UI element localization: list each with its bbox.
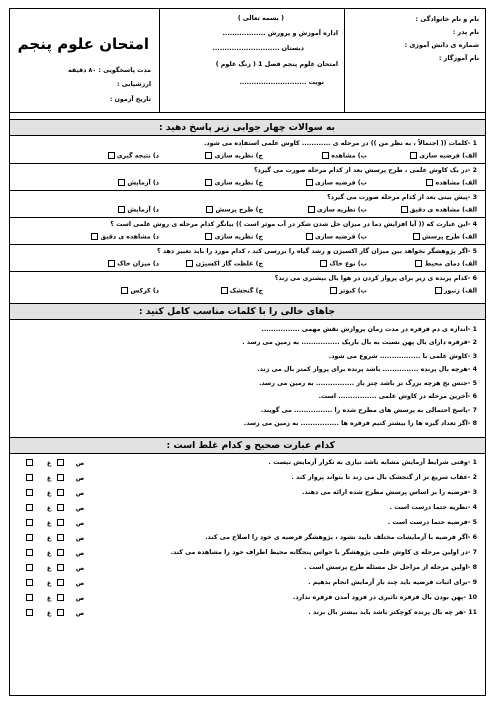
- blank-item: 5 -جنس نخ هرچه بزرگ تر باشد چتر باز ................ به زمین می رسد.: [259, 380, 477, 387]
- tf-statement: 3 -فرضیه را بر اساس پرسش مطرح شده ارائه می دهند.: [302, 489, 477, 496]
- checkbox[interactable]: [57, 594, 64, 601]
- checkbox[interactable]: [57, 579, 64, 586]
- checkbox[interactable]: [26, 594, 33, 601]
- checkbox[interactable]: [186, 260, 193, 267]
- section-true-false-header: [10, 437, 485, 454]
- tf-statement: 11 -هر چه بال پرنده کوچکتر باشد باید بیشتر بال بزند .: [308, 609, 477, 616]
- option[interactable]: الف) مشاهده: [423, 179, 477, 187]
- question: 5 -اگر پژوهشگر بخواهد بین میزان گاز اکسیژن و رشد گیاه را بررسی کند ، کدام مورد را باید تغییر دهد ؟: [157, 248, 477, 255]
- student-info: [345, 9, 485, 112]
- exam-header: [10, 9, 485, 113]
- blank-item: 1 -اندازه ی دم فرفره در مدت زمان پروازش نقش مهمی ................: [261, 326, 477, 333]
- checkbox[interactable]: [206, 206, 213, 213]
- checkbox[interactable]: [121, 287, 128, 294]
- option[interactable]: ج) نظریه سازی: [202, 152, 263, 160]
- tf-statement: 4 -نظریه حتما درست است .: [389, 504, 477, 511]
- school-label: دبستان ............................: [212, 45, 304, 52]
- option[interactable]: ج) نظریه سازی: [202, 233, 263, 241]
- option[interactable]: د) مشاهده ی دقیق: [88, 233, 159, 241]
- checkbox[interactable]: [308, 206, 315, 213]
- checkbox[interactable]: [57, 609, 64, 616]
- checkbox[interactable]: [57, 474, 64, 481]
- tf-statement: 7 -در اولین مرحله ی کاوش علمی پژوهشگر با حواس پنجگانه محیط اطراف خود را مشاهده می کند.: [170, 549, 477, 556]
- tf-statement: 6 -اگر فرضیه با آزمایشات مختلف تایید نشود ، پژوهشگر فرضیه ی خود را اصلاح می کند.: [205, 534, 477, 541]
- duration-label: مدت پاسخگویی : ۸۰ دقیقه: [68, 67, 151, 74]
- option[interactable]: ج) طرح پرسش: [203, 206, 263, 214]
- father-label: نام پدر :: [452, 28, 479, 36]
- date-label: تاریخ آزمون :: [109, 96, 151, 103]
- checkbox[interactable]: [57, 534, 64, 541]
- checkbox[interactable]: [57, 564, 64, 571]
- checkbox[interactable]: [221, 287, 228, 294]
- checkbox[interactable]: [320, 260, 327, 267]
- checkbox[interactable]: [57, 504, 64, 511]
- checkbox[interactable]: [410, 152, 417, 159]
- option[interactable]: الف) مشاهده ی دقیق: [398, 206, 477, 214]
- tf-statement: 8 -اولین مرحله از مراحل حل مسئله طرح پرسش است .: [304, 564, 477, 571]
- tf-statement: 5 -فرضیه حتما درست است .: [387, 519, 477, 526]
- option[interactable]: الف) دمای محیط: [412, 260, 477, 268]
- option[interactable]: ب) فرضیه سازی: [303, 233, 367, 241]
- blank-item: 6 -آخرین مرحله در کاوش علمی ................ است.: [318, 393, 477, 400]
- checkbox[interactable]: [205, 152, 212, 159]
- option[interactable]: الف) طرح پرسش: [410, 233, 477, 241]
- checkbox[interactable]: [108, 152, 115, 159]
- exam-sheet: [9, 8, 486, 696]
- tf-choices: غ ص: [24, 534, 86, 542]
- tf-statement: 10 -پهن بودن بال فرفره تاثیری در فرود آمدن فرفره ندارد.: [292, 594, 477, 601]
- teacher-label: نام آموزگار :: [438, 54, 479, 62]
- blank-item: 2 -فرفره دارای بال پهن نسبت به بال باریک ................ به زمین می رسد .: [242, 339, 477, 346]
- checkbox[interactable]: [57, 549, 64, 556]
- checkbox[interactable]: [26, 579, 33, 586]
- checkbox[interactable]: [26, 609, 33, 616]
- checkbox[interactable]: [91, 233, 98, 240]
- checkbox[interactable]: [26, 489, 33, 496]
- checkbox[interactable]: [26, 549, 33, 556]
- tf-choices: غ ص: [24, 564, 86, 572]
- tf-choices: غ ص: [24, 489, 86, 497]
- exam-meta: [8, 9, 159, 112]
- divider: [10, 217, 485, 218]
- option[interactable]: الف) زنبور: [432, 287, 477, 295]
- checkbox[interactable]: [306, 233, 313, 240]
- option[interactable]: د) میزان خاک: [105, 260, 159, 268]
- name-label: نام و نام خانوادگی :: [415, 15, 479, 23]
- question: 2 -در یک کاوش علمی ، طرح پرسش بعد از کدام مرحله صورت می گیرد؟: [253, 167, 477, 174]
- exam-info: [159, 9, 345, 112]
- section-title: به سوالات چهار جوابی زیر پاسخ دهید :: [159, 122, 335, 133]
- exam-title: امتحان علوم پنجم: [17, 35, 149, 53]
- divider: [10, 163, 485, 164]
- checkbox[interactable]: [401, 206, 408, 213]
- tf-choices: غ ص: [24, 609, 86, 617]
- tf-statement: 1 -وقتی شرایط آزمایش مشابه باشد نیازی به تکرار آزمایش نیست .: [268, 459, 477, 466]
- option[interactable]: ب) کبوتر: [327, 287, 367, 295]
- bismillah: ( بسمه تعالی ): [237, 15, 284, 22]
- option[interactable]: د) آزمایش: [115, 179, 159, 187]
- tf-statement: 9 -برای اثبات فرضیه باید چند بار آزمایش انجام بدهیم .: [308, 579, 477, 586]
- checkbox[interactable]: [26, 564, 33, 571]
- checkbox[interactable]: [306, 179, 313, 186]
- section-title: کدام عبارت صحیح و کدام غلط است :: [166, 440, 335, 451]
- checkbox[interactable]: [205, 179, 212, 186]
- checkbox[interactable]: [57, 519, 64, 526]
- checkbox[interactable]: [26, 474, 33, 481]
- checkbox[interactable]: [415, 260, 422, 267]
- option[interactable]: ج) نظریه سازی: [202, 179, 263, 187]
- checkbox[interactable]: [205, 233, 212, 240]
- checkbox[interactable]: [108, 260, 115, 267]
- blank-item: 7 -پاسخ احتمالی به پرسش های مطرح شده را ................ می گویند.: [260, 407, 477, 414]
- checkbox[interactable]: [26, 459, 33, 466]
- blank-item: 4 -هرچه بال پرنده ............... باشد پرنده برای پرواز کمتر بال می زند.: [257, 366, 477, 373]
- checkbox[interactable]: [322, 152, 329, 159]
- divider: [10, 271, 485, 272]
- divider: [10, 244, 485, 245]
- blank-item: 8 -اگر تعداد گیره ها را بیشتر کنیم فرفره ها ................ به زمین می رسد.: [243, 420, 477, 427]
- blank-item: 3 -کاوش علمی با ................. شروع می شود.: [328, 353, 477, 360]
- tf-choices: غ ص: [24, 549, 86, 557]
- tf-choices: غ ص: [24, 474, 86, 482]
- tf-choices: غ ص: [24, 459, 86, 467]
- question: 6 -کدام پرنده ی زیر برای پرواز کردن در هوا بال بیشتری می زند؟: [274, 275, 477, 282]
- term-label: نوبت ............................: [239, 79, 324, 86]
- tf-choices: غ ص: [24, 519, 86, 527]
- tf-statement: 2 -عقاب سریع تر از گنجشک بال می زند تا بتواند پرواز کند .: [291, 474, 477, 481]
- office-label: اداره آموزش و پرورش ..................: [222, 30, 338, 37]
- option[interactable]: ب) فرضیه سازی: [303, 179, 367, 187]
- checkbox[interactable]: [413, 233, 420, 240]
- tf-choices: غ ص: [24, 594, 86, 602]
- option[interactable]: د) کرکس: [118, 287, 159, 295]
- question: 3 -پیش بینی بعد از کدام مرحله صورت می گیرد؟: [327, 194, 477, 201]
- option[interactable]: د) نتیجه گیری: [105, 152, 159, 160]
- checkbox[interactable]: [118, 206, 125, 213]
- seat-label: شماره ی دانش آموزی :: [404, 41, 479, 49]
- checkbox[interactable]: [26, 504, 33, 511]
- checkbox[interactable]: [26, 519, 33, 526]
- question: 4 -این عبارت که (( آیا افزایش دما در میزان حل شدن شکر در آب موثر است )) بیانگر کدام مرحله ی روش علمی است ؟: [110, 221, 477, 228]
- question: 1 -کلمات (( احتمالاً ، به نظر من )) در مرحله ی ............ کاوش علمی استفاده می شود.: [204, 140, 477, 147]
- section-fill-blanks-header: [10, 303, 485, 320]
- checkbox[interactable]: [330, 287, 337, 294]
- checkbox[interactable]: [426, 179, 433, 186]
- option[interactable]: ج) گنجشک: [218, 287, 263, 295]
- tf-choices: غ ص: [24, 504, 86, 512]
- tf-choices: غ ص: [24, 579, 86, 587]
- checkbox[interactable]: [26, 534, 33, 541]
- option[interactable]: ب) نظریه سازی: [305, 206, 367, 214]
- option[interactable]: د) آزمایش: [115, 206, 159, 214]
- section-title: جاهای خالی را با کلمات مناسب کامل کنید :: [138, 306, 335, 317]
- option[interactable]: ج) غلظت گاز اکسیژن: [183, 260, 263, 268]
- option[interactable]: ب) مشاهده: [319, 152, 367, 160]
- checkbox[interactable]: [57, 489, 64, 496]
- checkbox[interactable]: [435, 287, 442, 294]
- divider: [10, 190, 485, 191]
- checkbox[interactable]: [57, 459, 64, 466]
- option[interactable]: ب) نوع خاک: [317, 260, 367, 268]
- evaluation-label: ارزشیابی :: [117, 81, 151, 88]
- checkbox[interactable]: [118, 179, 125, 186]
- section-multiple-choice-header: [10, 119, 485, 136]
- exam-name: امتحان علوم پنجم فصل 1 ( زنگ علوم ): [215, 61, 338, 68]
- option[interactable]: الف) فرضیه سازی: [407, 152, 477, 160]
